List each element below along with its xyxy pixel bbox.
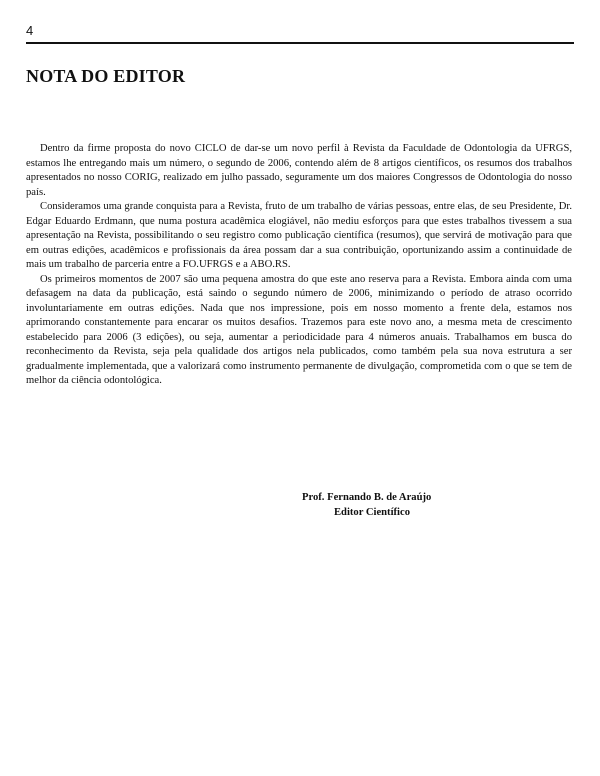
signature-role: Editor Científico (333, 507, 410, 518)
editorial-paragraph-3: Os primeiros momentos de 2007 são uma pequena amostra do que este ano reserva para a Revista. Embora ainda com uma defasagem na data da publicação, está saindo o segundo número de 2006, minimizando o período de atraso ocorrido involuntariamente em outras edições. Nada que nos impressione, pois em nosso momento a frente dela, estamos nos aprimorando constantemente para encarar os muitos desafios. Trazemos para este novo ano, a mesma meta de crescimento estabelecido para 2006 (3 edições), ou seja, aumentar a periodicidade para 4 números anuais. Trabalhamos em busca do reconhecimento da Revista, seja pela qualidade dos artigos nela publicados, como também pela sua nova estrutura a ser gradualmente implementada, que a valorizará como instrumento permanente de divulgação, comprometida com o que se tem de melhor da ciência odontológica. (26, 273, 572, 386)
signature-name: Prof. Fernando B. de Araújo (302, 492, 432, 503)
page-title: NOTA DO EDITOR (26, 66, 186, 86)
page-number: 4 (26, 23, 34, 38)
editor-signature (302, 490, 442, 520)
editorial-body (26, 142, 572, 389)
editorial-paragraph-1: Dentro da firme proposta do novo CICLO de dar-se um novo perfil à Revista da Faculdade de Odontologia da UFRGS, estamos lhe entregando mais um número, o segundo de 2006, contendo além de 8 artigos científicos, os resumos dos trabalhos apresentados no nosso CORIG, realizado em julho passado, seguramente um dos maiores Congressos de Odontologia do nosso país. (26, 143, 572, 198)
editorial-paragraph-2: Consideramos uma grande conquista para a Revista, fruto de um trabalho de várias pessoas, entre elas, de seu Presidente, Dr. Edgar Eduardo Erdmann, que numa postura acadêmica elogiável, não mediu esforços para que estes trabalhos tivessem a sua apresentação na Revista, possibilitando o seu registro como publicação científica (resumos), que servirá de motivação para que em outras edições, acadêmicos e profissionais da área possam dar a sua contribuição, oportunizando assim a continuidade de mais um trabalho de parceria entre a FO.UFRGS e a ABO.RS. (26, 201, 572, 270)
header-rule (26, 42, 574, 44)
